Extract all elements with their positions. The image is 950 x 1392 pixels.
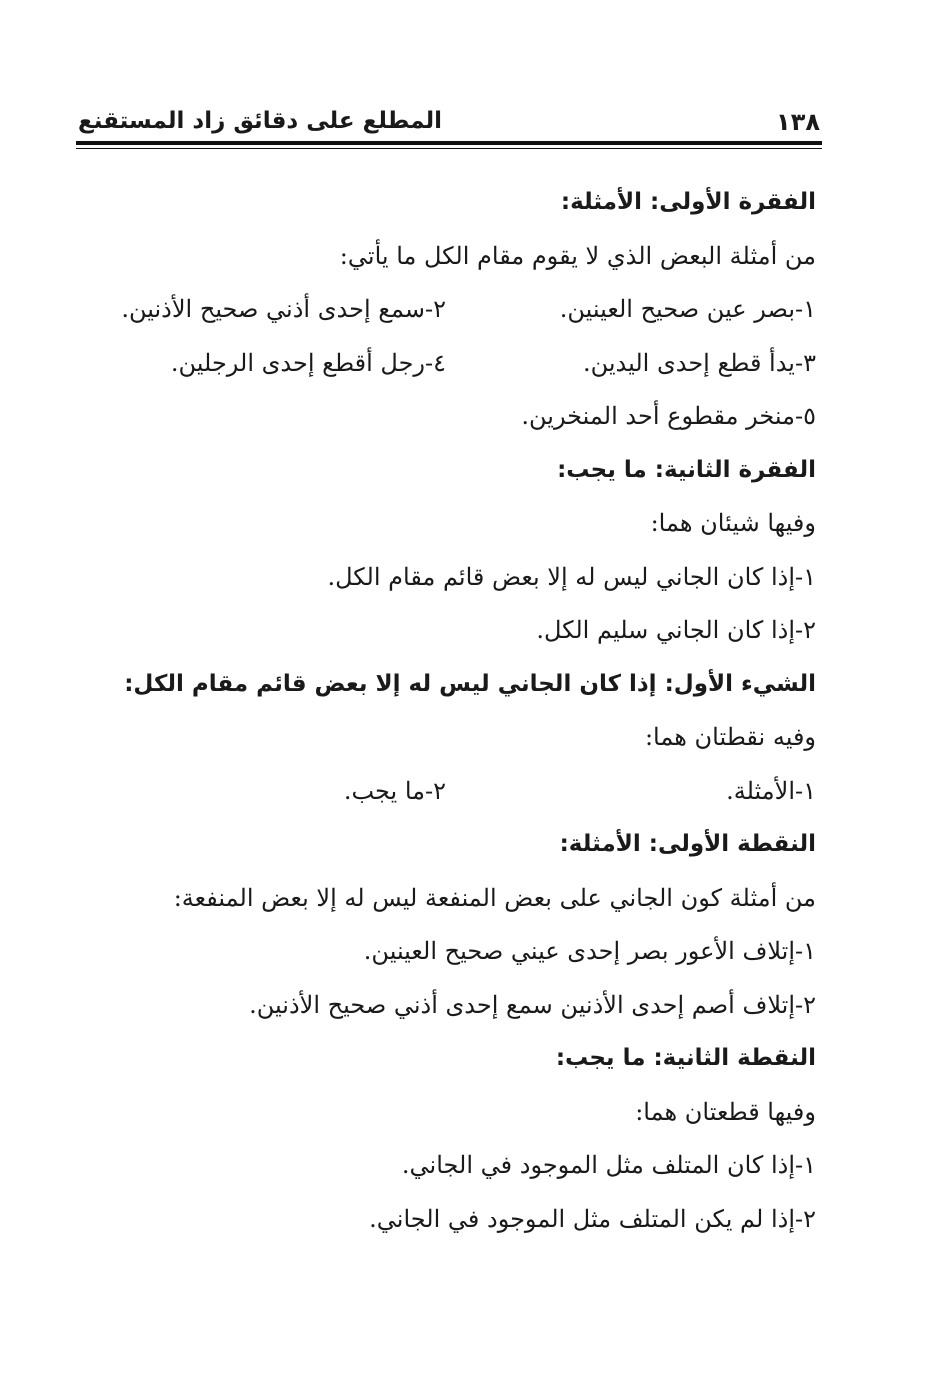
section-heading: الفقرة الثانية: ما يجب: xyxy=(557,456,816,483)
body-text xyxy=(78,176,816,1246)
page-header xyxy=(78,108,820,140)
section-heading: الفقرة الأولى: الأمثلة: xyxy=(560,189,816,215)
running-title: المطلع على دقائق زاد المستقنع xyxy=(78,108,443,134)
list-item: ١-إذا كان الجاني ليس له إلا بعض قائم مقام الكل. xyxy=(327,562,816,591)
section-heading: النقطة الأولى: الأمثلة: xyxy=(559,831,816,857)
paragraph-line: من أمثلة كون الجاني على بعض المنفعة ليس له إلا بعض المنفعة: xyxy=(173,883,816,912)
list-item: ٢-سمع إحدى أذني صحيح الأذنين. xyxy=(121,295,446,323)
list-item: ٤-رجل أقطع إحدى الرجلين. xyxy=(170,348,446,377)
list-item: ٥-منخر مقطوع أحد المنخرين. xyxy=(521,402,816,430)
header-rule-thin xyxy=(76,148,822,149)
paragraph-line: من أمثلة البعض الذي لا يقوم مقام الكل ما يأتي: xyxy=(339,241,816,270)
two-column-row xyxy=(78,337,816,391)
list-item: ٣-يدأ قطع إحدى اليدين. xyxy=(582,348,816,377)
section-heading: النقطة الثانية: ما يجب: xyxy=(555,1045,816,1071)
list-item: ١-بصر عين صحيح العينين. xyxy=(559,295,816,323)
header-rule-thick xyxy=(76,141,822,145)
list-item: ٢-إذا كان الجاني سليم الكل. xyxy=(536,616,816,644)
list-item: ١-إتلاف الأعور بصر إحدى عيني صحيح العينين. xyxy=(363,937,816,965)
list-item: ٢-ما يجب. xyxy=(343,776,446,805)
page-number: ١٣٨ xyxy=(776,108,820,136)
list-item: ١-إذا كان المتلف مثل الموجود في الجاني. xyxy=(401,1151,816,1179)
list-item: ٢-إتلاف أصم إحدى الأذنين سمع إحدى أذني صحيح الأذنين. xyxy=(249,990,816,1019)
two-column-row xyxy=(78,765,816,819)
paragraph-line: وفيه نقطتان هما: xyxy=(644,723,816,751)
section-heading: الشيء الأول: إذا كان الجاني ليس له إلا بعض قائم مقام الكل: xyxy=(124,670,816,697)
list-item: ١-الأمثلة. xyxy=(726,776,816,805)
list-item: ٢-إذا لم يكن المتلف مثل الموجود في الجاني. xyxy=(369,1204,816,1233)
paragraph-line: وفيها قطعتان هما: xyxy=(635,1097,816,1126)
two-column-row xyxy=(78,283,816,337)
paragraph-line: وفيها شيئان هما: xyxy=(650,509,816,537)
